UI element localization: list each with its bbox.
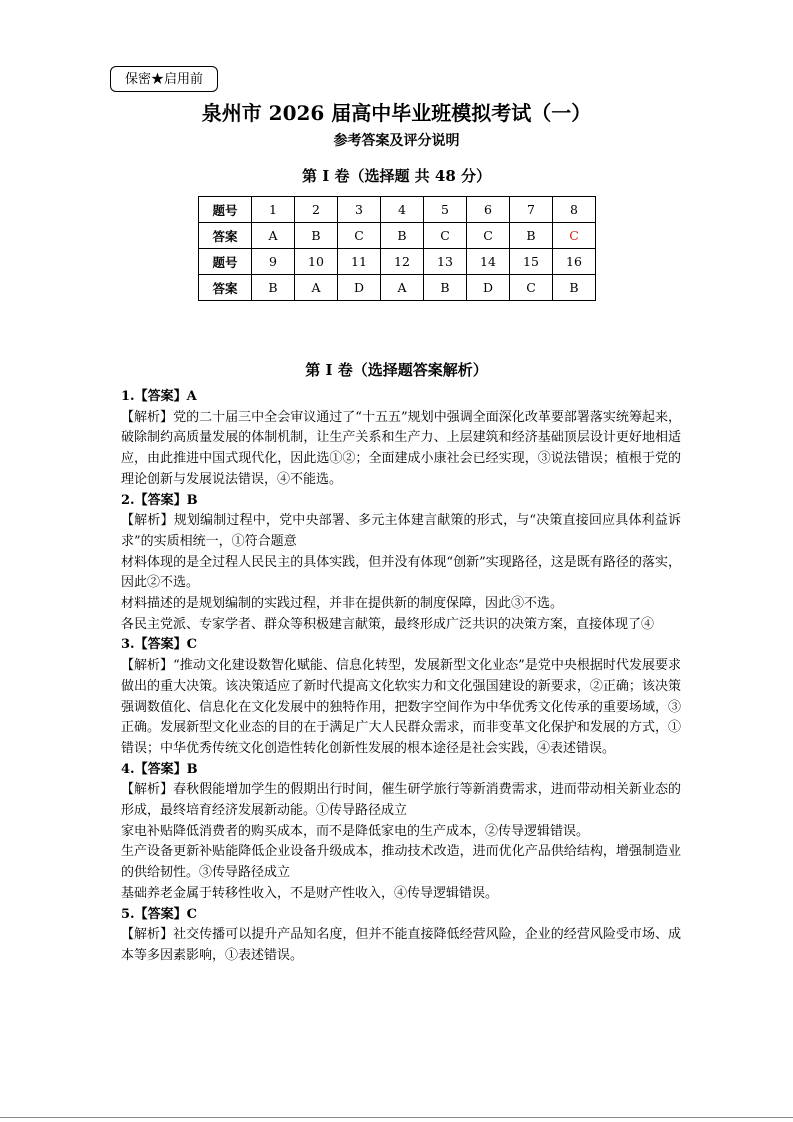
answer-table — [198, 196, 596, 301]
table-row — [199, 249, 596, 275]
analysis-paragraph: 【解析】规划编制过程中，党中央部署、多元主体建言献策的形式，与“决策直接回应具体利益诉求”的实质相统一，①符合题意 — [121, 513, 681, 549]
answer-cell: C — [467, 223, 510, 249]
question-number: 8 — [553, 197, 596, 223]
page-bottom-rule — [0, 1117, 793, 1118]
analysis-paragraph: 材料体现的是全过程人民民主的具体实践，但并没有体现“创新”实现路径，这是既有路径的落实，因此②不选。 — [121, 554, 681, 591]
analysis-paragraph: 材料描述的是规划编制的实践过程，并非在提供新的制度保障，因此③不选。 — [121, 596, 564, 612]
table-row — [199, 275, 596, 301]
analysis-paragraph: 【解析】“推动文化建设数智化赋能、信息化转型，发展新型文化业态”是党中央根据时代发展要求做出的重大决策。该决策适应了新时代提高文化软实力和文化强国建设的新要求，②正确；该决策强调数值化、信息化在文化发展中的独特作用，把数字空间作为中华优秀文化传承的重要场域，③正确。发展新型文化业态的目的在于满足广大人民群众需求，而非变革文化保护和发展的方式，①错误；中华优秀传统文化创造性转化创新性发展的根本途径是社会实践，④表述错误。 — [121, 658, 681, 756]
answer-cell: B — [381, 223, 424, 249]
analysis-paragraph: 【解析】春秋假能增加学生的假期出行时间，催生研学旅行等新消费需求，进而带动相关新业态的形成，最终培育经济发展新动能。①传导路径成立 — [121, 782, 681, 819]
answer-heading: 3.【答案】C — [121, 637, 197, 653]
row-label: 题号 — [199, 197, 252, 223]
answer-cell: C — [424, 223, 467, 249]
analysis-paragraph: 家电补贴降低消费者的购买成本，而不是降低家电的生产成本，②传导逻辑错误。 — [121, 823, 590, 839]
answer-heading: 1.【答案】A — [121, 389, 197, 404]
question-number: 13 — [424, 249, 467, 275]
row-label: 答案 — [199, 275, 252, 301]
question-number: 9 — [252, 249, 295, 275]
answer-cell: B — [510, 223, 553, 249]
question-number: 7 — [510, 197, 553, 223]
answer-cell: D — [338, 275, 381, 301]
answer-cell: A — [381, 275, 424, 301]
answer-cell: A — [252, 223, 295, 249]
question-number: 2 — [295, 197, 338, 223]
page-subtitle: 参考答案及评分说明 — [333, 133, 460, 149]
question-number: 6 — [467, 197, 510, 223]
analysis-paragraph: 各民主党派、专家学者、群众等积极建言献策，最终形成广泛共识的决策方案，直接体现了④ — [121, 616, 655, 632]
row-label: 答案 — [199, 223, 252, 249]
table-row — [199, 197, 596, 223]
analysis-body — [121, 387, 681, 967]
analysis-paragraph: 【解析】社交传播可以提升产品知名度，但并不能直接降低经营风险，企业的经营风险受市场、成本等多因素影响，①表述错误。 — [121, 927, 681, 963]
question-number: 16 — [553, 249, 596, 275]
page-title: 泉州市 2026 届高中毕业班模拟考试（一） — [201, 101, 592, 125]
answer-cell: D — [467, 275, 510, 301]
answer-cell: A — [295, 275, 338, 301]
table-row — [199, 223, 596, 249]
question-number: 3 — [338, 197, 381, 223]
answer-heading: 5.【答案】C — [121, 906, 197, 922]
answer-cell: B — [553, 275, 596, 301]
question-number: 5 — [424, 197, 467, 223]
answer-cell: C — [510, 275, 553, 301]
question-number: 10 — [295, 249, 338, 275]
answer-cell: B — [424, 275, 467, 301]
answer-cell-highlighted: C — [553, 223, 596, 249]
analysis-paragraph: 基础养老金属于转移性收入，不是财产性收入，④传导逻辑错误。 — [121, 885, 499, 901]
row-label: 题号 — [199, 249, 252, 275]
section-1-title: 第 I 卷（选择题 共 48 分） — [301, 167, 491, 185]
question-number: 14 — [467, 249, 510, 275]
confidential-badge: 保密★启用前 — [110, 66, 218, 92]
analysis-paragraph: 生产设备更新补贴能降低企业设备升级成本，推动技术改造，进而优化产品供给结构，增强制造业的供给韧性。③传导路径成立 — [121, 844, 681, 881]
question-number: 11 — [338, 249, 381, 275]
question-number: 12 — [381, 249, 424, 275]
answer-heading: 2.【答案】B — [121, 492, 198, 508]
section-2-title: 第 I 卷（选择题答案解析） — [305, 361, 488, 379]
question-number: 15 — [510, 249, 553, 275]
answer-cell: C — [338, 223, 381, 249]
answer-cell: B — [295, 223, 338, 249]
question-number: 4 — [381, 197, 424, 223]
question-number: 1 — [252, 197, 295, 223]
answer-heading: 4.【答案】B — [121, 761, 198, 777]
answer-cell: B — [252, 275, 295, 301]
analysis-paragraph: 【解析】党的二十届三中全会审议通过了“十五五”规划中强调全面深化改革要部署落实统筹起来，破除制约高质量发展的体制机制，让生产关系和生产力、上层建筑和经济基础顶层设计更好地相适应，由此推进中国式现代化，因此选①②；全面建成小康社会已经实现，③说法错误；植根于党的理论创新与发展说法错误，④不能选。 — [121, 409, 681, 487]
